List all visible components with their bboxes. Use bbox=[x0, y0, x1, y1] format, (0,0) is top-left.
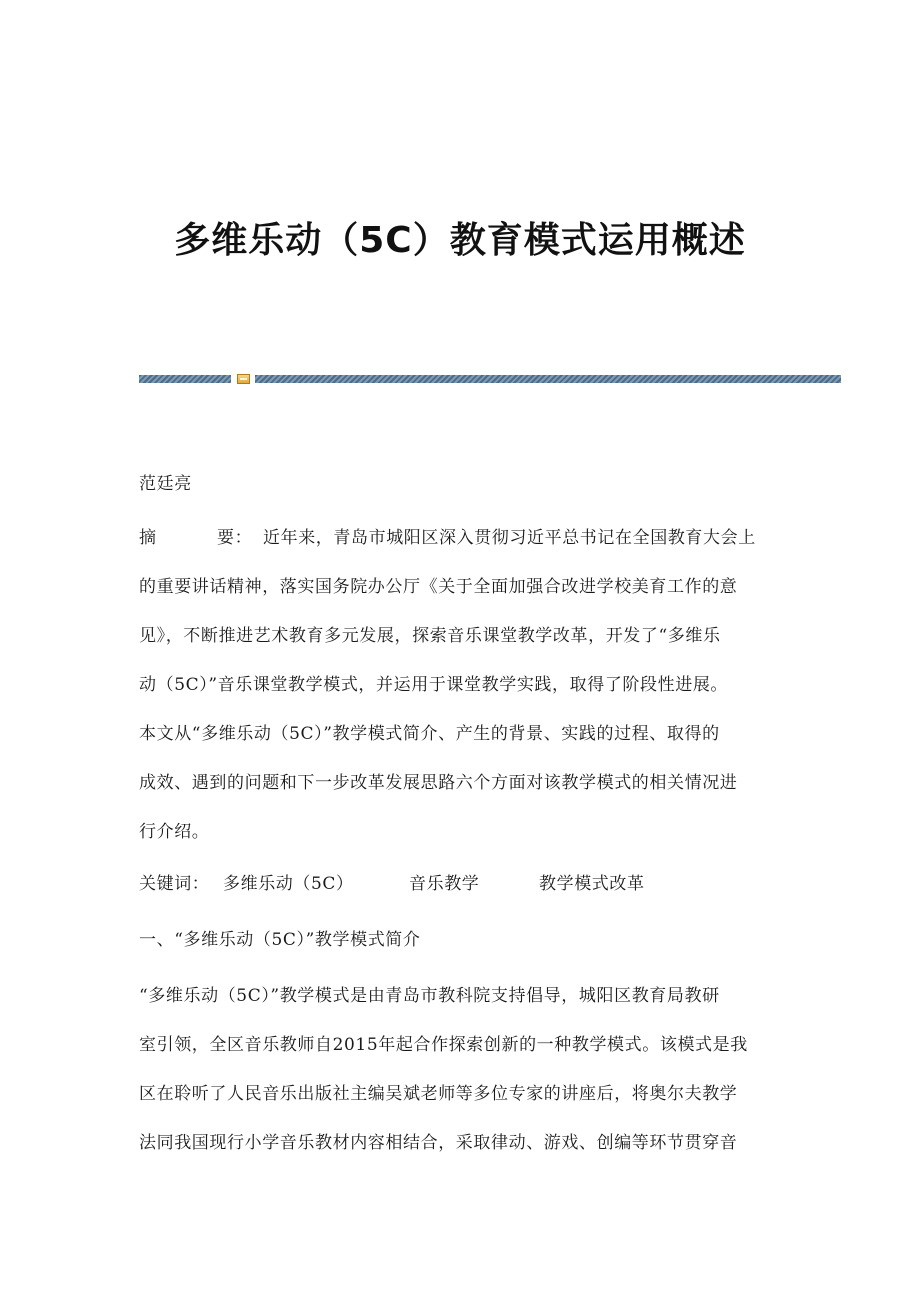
paragraph-line: “多维乐动（5C）”教学模式是由青岛市教科院支持倡导，城阳区教育局教研 bbox=[139, 986, 720, 1006]
abstract bbox=[139, 526, 784, 869]
title-divider bbox=[139, 374, 841, 384]
abstract-label-first: 摘 bbox=[139, 528, 157, 548]
abstract-line: 见》，不断推进艺术教育多元发展，探索音乐课堂教学改革，开发了“多维乐 bbox=[139, 626, 721, 646]
paragraph-line: 区在聆听了人民音乐出版社主编吴斌老师等多位专家的讲座后，将奥尔夫教学 bbox=[139, 1084, 738, 1104]
section-heading: 一、“多维乐动（5C）”教学模式简介 bbox=[139, 930, 421, 950]
keyword-item: 音乐教学 bbox=[409, 874, 480, 894]
page-title: 多维乐动（5C）教育模式运用概述 bbox=[174, 220, 746, 261]
abstract-line: 动（5C）”音乐课堂教学模式，并运用于课堂教学实践，取得了阶段性进展。 bbox=[139, 675, 729, 695]
abstract-line bbox=[139, 526, 784, 575]
keyword-item: 教学模式改革 bbox=[539, 874, 645, 894]
section-paragraph bbox=[139, 984, 784, 1180]
abstract-line: 的重要讲话精神，落实国务院办公厅《关于全面加强合改进学校美育工作的意 bbox=[139, 577, 738, 597]
keywords-label: 关键词： bbox=[139, 874, 210, 894]
author: 范廷亮 bbox=[139, 474, 192, 494]
divider-ornament-icon bbox=[237, 374, 250, 384]
abstract-line: 成效、遇到的问题和下一步改革发展思路六个方面对该教学模式的相关情况进 bbox=[139, 773, 738, 793]
keywords bbox=[139, 872, 784, 896]
divider-bar-left bbox=[139, 375, 231, 383]
abstract-line-text: 近年来，青岛市城阳区深入贯彻习近平总书记在全国教育大会上 bbox=[263, 528, 756, 548]
abstract-line: 行介绍。 bbox=[139, 822, 210, 842]
abstract-label-second: 要： bbox=[217, 528, 253, 548]
abstract-line: 本文从“多维乐动（5C）”教学模式简介、产生的背景、实践的过程、取得的 bbox=[139, 724, 720, 744]
paragraph-line: 法同我国现行小学音乐教材内容相结合，采取律动、游戏、创编等环节贯穿音 bbox=[139, 1133, 738, 1153]
divider-bar-right bbox=[255, 375, 841, 383]
keyword-item: 多维乐动（5C） bbox=[223, 874, 354, 894]
paragraph-line: 室引领，全区音乐教师自2015年起合作探索创新的一种教学模式。该模式是我 bbox=[139, 1035, 748, 1055]
